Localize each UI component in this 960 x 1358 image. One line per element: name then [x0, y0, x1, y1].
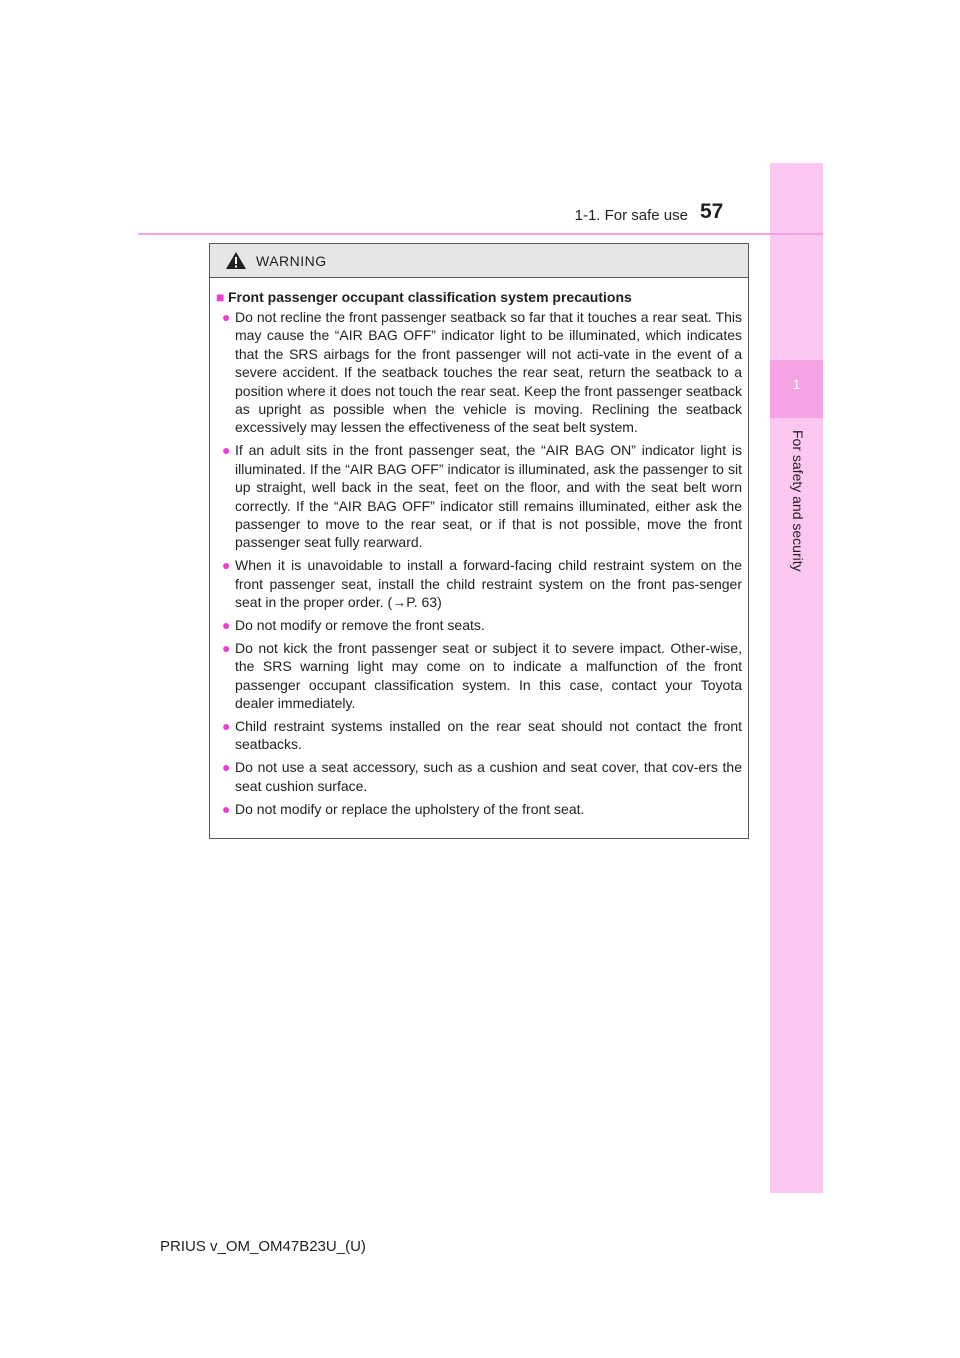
list-item — [222, 441, 742, 551]
list-item — [222, 556, 742, 611]
bullet-dot-icon: ● — [222, 442, 231, 459]
section-heading-text: Front passenger occupant classification system precautions — [228, 289, 632, 305]
list-item — [222, 800, 742, 818]
bullet-text: Do not use a seat accessory, such as a cushion and seat cover, that cov-ers the seat cushion surface. — [235, 759, 742, 794]
header-section-title: 1-1. For safe use — [574, 207, 688, 224]
chapter-tab-number: 1 — [792, 376, 801, 392]
bullet-dot-icon: ● — [222, 759, 231, 776]
list-item — [222, 616, 742, 634]
warning-triangle-icon — [225, 251, 247, 270]
list-item — [222, 717, 742, 754]
side-strip — [770, 163, 823, 1193]
header-rule — [138, 233, 823, 235]
bullet-text: If an adult sits in the front passenger seat, the “AIR BAG ON” indicator light is illuminated. If the “AIR BAG OFF” indicator is illuminated, ask the passenger to sit up straight, well back in the seat, feet on the floor, and with the seat belt worn correctly. If the “AIR BAG OFF” indicator still remains illuminated, either ask the passenger to move to the rear seat, or if that is not possible, move the front passenger seat fully rearward. — [235, 442, 742, 551]
bullet-text: Do not kick the front passenger seat or subject it to severe impact. Other-wise, the SRS warning light may come on to indicate a malfunction of the front passenger occupant classification system. In this case, contact your Toyota dealer immediately. — [235, 639, 742, 712]
bullet-dot-icon: ● — [222, 617, 231, 633]
chapter-tab-label: For safety and security — [790, 430, 806, 572]
section-heading — [216, 288, 742, 306]
bullet-dot-icon: ● — [222, 309, 231, 325]
warning-body — [210, 278, 748, 818]
bullet-dot-icon: ● — [222, 639, 231, 656]
bullet-dot-icon: ● — [222, 800, 231, 817]
bullet-text: Do not modify or remove the front seats. — [235, 617, 485, 633]
list-item — [222, 639, 742, 713]
bullet-text: Do not recline the front passenger seatback so far that it touches a rear seat. This may cause the “AIR BAG OFF” indicator light to be illuminated, which indicates that the SRS airbags for the front passenger will not acti-vate in the event of a severe accident. If the seatback touches the rear seat, return the seatback to a position where it does not touch the rear seat. Keep the front passenger seatback as upright as possible when the vehicle is moving. Reclining the seatback excessively may lessen the effectiveness of the seat belt system. — [235, 309, 742, 436]
bullet-text: When it is unavoidable to install a forward-facing child restraint system on the front passenger seat, install the child restraint system on the front pas-senger seat in the proper order. (→P. 63) — [235, 557, 742, 611]
bullet-dot-icon: ● — [222, 718, 231, 735]
bullet-dot-icon: ● — [222, 557, 231, 574]
bullet-text: Do not modify or replace the upholstery of the front seat. — [235, 800, 585, 817]
warning-box — [209, 243, 749, 839]
list-item — [222, 308, 742, 437]
list-item — [222, 758, 742, 795]
warning-title: WARNING — [256, 252, 327, 269]
warning-bullet-list — [216, 308, 742, 818]
square-bullet-icon: ■ — [216, 289, 225, 305]
page-number: 57 — [700, 200, 724, 223]
warning-header — [210, 244, 748, 278]
footer-model-code: PRIUS v_OM_OM47B23U_(U) — [160, 1238, 366, 1255]
bullet-text: Child restraint systems installed on the rear seat should not contact the front seatbacks. — [235, 718, 742, 753]
